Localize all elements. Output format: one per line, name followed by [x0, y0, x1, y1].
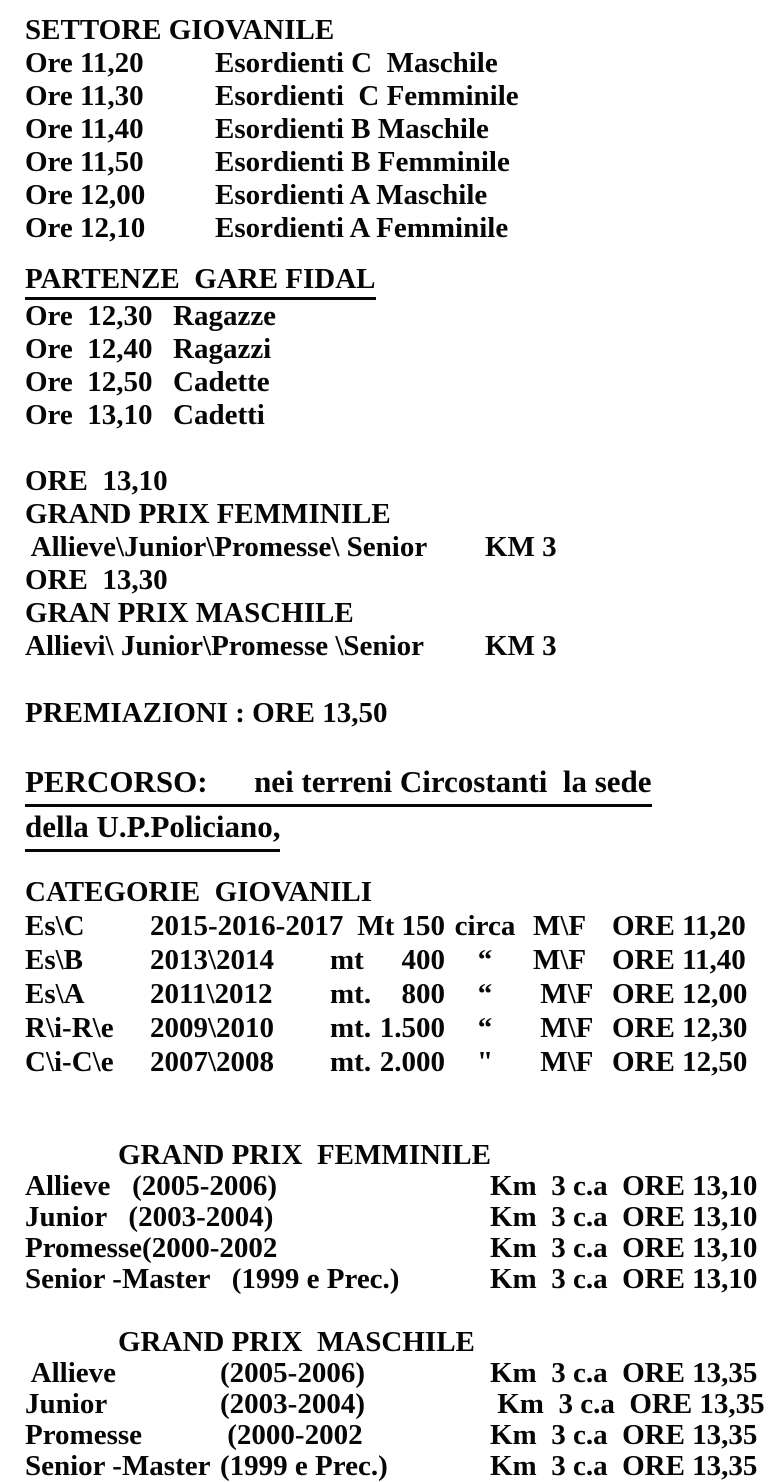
gp-femminile-title: GRAND PRIX FEMMINILE — [25, 498, 391, 530]
section-title: GRAND PRIX FEMMINILE — [118, 1139, 491, 1171]
schedule-row — [25, 47, 768, 80]
section-categorie-giovanili — [25, 875, 768, 1079]
birth-years: 2009\2010 — [150, 1012, 275, 1044]
start-time: ORE 11,40 — [612, 944, 746, 976]
start-time: ORE 11,20 — [612, 910, 746, 942]
distance: 2.000 — [379, 1046, 445, 1078]
table-row — [25, 1011, 768, 1045]
section-premiazioni — [25, 697, 768, 730]
section-partenze-fidal — [25, 263, 768, 432]
race-label: Esordienti B Maschile — [215, 113, 489, 145]
percorso-line1: PERCORSO: nei terreni Circostanti la sede — [25, 762, 652, 807]
birth-years: 2013\2014 — [150, 944, 275, 976]
start-time: Ore 12,00 — [25, 179, 146, 211]
distance-time: Km 3 c.a ORE 13,10 — [490, 1170, 758, 1202]
gp-femminile-categories: Allieve\Junior\Promesse\ Senior — [25, 531, 428, 563]
section-settore-giovanile — [25, 14, 768, 245]
race-label: Esordienti B Femminile — [215, 146, 510, 178]
section-title: SETTORE GIOVANILE — [25, 14, 335, 46]
start-time: Ore 11,20 — [25, 47, 144, 79]
unit: mt. — [330, 978, 372, 1010]
section-grand-prix-schedule — [25, 465, 768, 663]
distance-time: Km 3 c.a ORE 13,10 — [490, 1201, 758, 1233]
unit: mt — [330, 944, 364, 976]
start-time: Ore 12,10 — [25, 212, 146, 244]
schedule-row — [25, 146, 768, 179]
schedule-row — [25, 300, 768, 333]
race-label: Esordienti A Femminile — [215, 212, 509, 244]
section-title: GRAND PRIX MASCHILE — [118, 1326, 475, 1358]
schedule-row — [25, 212, 768, 245]
table-row — [25, 1233, 768, 1264]
category: Promesse — [25, 1419, 143, 1451]
gp-femminile-time: ORE 13,10 — [25, 465, 168, 497]
category-years: Allieve (2005-2006) — [25, 1170, 278, 1202]
premiazioni-text: PREMIAZIONI : ORE 13,50 — [25, 697, 388, 729]
distance: 800 — [401, 978, 445, 1010]
category-years: Junior (2003-2004) — [25, 1201, 274, 1233]
schedule-row — [25, 399, 768, 432]
distance-time: Km 3 c.a ORE 13,35 — [490, 1419, 758, 1451]
gp-maschile-title: GRAN PRIX MASCHILE — [25, 597, 354, 629]
race-label: Esordienti C Maschile — [215, 47, 498, 79]
table-row — [25, 1264, 768, 1295]
category: Es\C — [25, 910, 85, 942]
race-label: Cadetti — [173, 399, 265, 431]
start-time: Ore 11,50 — [25, 146, 144, 178]
start-time: ORE 12,00 — [612, 978, 748, 1010]
table-row — [25, 1358, 768, 1389]
table-row — [25, 943, 768, 977]
category: Es\A — [25, 978, 85, 1010]
percorso-line2: della U.P.Policiano, — [25, 807, 280, 852]
gender: M\F — [533, 944, 587, 976]
start-time: Ore 11,40 — [25, 113, 144, 145]
birth-years: (1999 e Prec.) — [220, 1450, 388, 1482]
category: Senior -Master — [25, 1450, 211, 1482]
table-row — [25, 909, 768, 943]
distance-time: Km 3 c.a ORE 13,35 — [490, 1450, 758, 1482]
gp-maschile-categories: Allievi\ Junior\Promesse \Senior — [25, 630, 424, 662]
section-gp-maschile — [25, 1327, 768, 1482]
distance-time: Km 3 c.a ORE 13,35 — [490, 1357, 758, 1389]
gender: M\F — [533, 910, 587, 942]
schedule-row — [25, 366, 768, 399]
start-time: Ore 11,30 — [25, 80, 144, 112]
table-row — [25, 1451, 768, 1482]
circa-mark: circa — [454, 910, 516, 942]
gp-femminile-categories-row — [25, 531, 768, 564]
gp-maschile-time: ORE 13,30 — [25, 564, 168, 596]
circa-mark: “ — [477, 978, 493, 1010]
distance-time: Km 3 c.a ORE 13,35 — [490, 1388, 765, 1420]
category: R\i-R\e — [25, 1012, 114, 1044]
birth-years: 2015-2016-2017 — [150, 910, 344, 942]
gender: M\F — [533, 1046, 594, 1078]
race-label: Ragazzi — [173, 333, 272, 365]
race-label: Cadette — [173, 366, 270, 398]
gp-femminile-distance: KM 3 — [485, 531, 557, 563]
table-row — [25, 977, 768, 1011]
birth-years: (2005-2006) — [220, 1357, 365, 1389]
gp-maschile-distance: KM 3 — [485, 630, 557, 662]
gender: M\F — [533, 978, 594, 1010]
distance-time: Km 3 c.a ORE 13,10 — [490, 1263, 758, 1295]
birth-years: (2003-2004) — [220, 1388, 365, 1420]
start-time: ORE 12,50 — [612, 1046, 748, 1078]
circa-mark: " — [476, 1046, 494, 1078]
circa-mark: “ — [477, 944, 493, 976]
distance: Mt 150 — [357, 910, 445, 942]
birth-years: 2007\2008 — [150, 1046, 275, 1078]
section-percorso — [25, 762, 768, 852]
distance: 400 — [401, 944, 445, 976]
start-time: Ore 12,30 — [25, 300, 153, 332]
table-row — [25, 1389, 768, 1420]
race-label: Esordienti C Femminile — [215, 80, 519, 112]
section-title: PARTENZE GARE FIDAL — [25, 263, 376, 300]
category-years: Senior -Master (1999 e Prec.) — [25, 1263, 400, 1295]
table-row — [25, 1202, 768, 1233]
category: Es\B — [25, 944, 84, 976]
category: Junior — [25, 1388, 108, 1420]
distance-time: Km 3 c.a ORE 13,10 — [490, 1232, 758, 1264]
start-time: Ore 12,40 — [25, 333, 153, 365]
table-row — [25, 1171, 768, 1202]
table-row — [25, 1420, 768, 1451]
category-years: Promesse(2000-2002 — [25, 1232, 278, 1264]
start-time: Ore 13,10 — [25, 399, 153, 431]
table-row — [25, 1045, 768, 1079]
distance: 1.500 — [379, 1012, 445, 1044]
section-title: CATEGORIE GIOVANILI — [25, 876, 373, 908]
birth-years: 2011\2012 — [150, 978, 273, 1010]
section-gp-femminile — [25, 1140, 768, 1295]
unit: mt. — [330, 1012, 372, 1044]
gender: M\F — [533, 1012, 594, 1044]
birth-years: (2000-2002 — [220, 1419, 363, 1451]
category: C\i-C\e — [25, 1046, 114, 1078]
schedule-row — [25, 179, 768, 212]
circa-mark: “ — [477, 1012, 493, 1044]
race-label: Esordienti A Maschile — [215, 179, 488, 211]
start-time: ORE 12,30 — [612, 1012, 748, 1044]
start-time: Ore 12,50 — [25, 366, 153, 398]
schedule-row — [25, 113, 768, 146]
category: Allieve — [25, 1357, 117, 1389]
unit: mt. — [330, 1046, 372, 1078]
race-label: Ragazze — [173, 300, 277, 332]
schedule-row — [25, 80, 768, 113]
schedule-row — [25, 333, 768, 366]
gp-maschile-categories-row — [25, 630, 768, 663]
